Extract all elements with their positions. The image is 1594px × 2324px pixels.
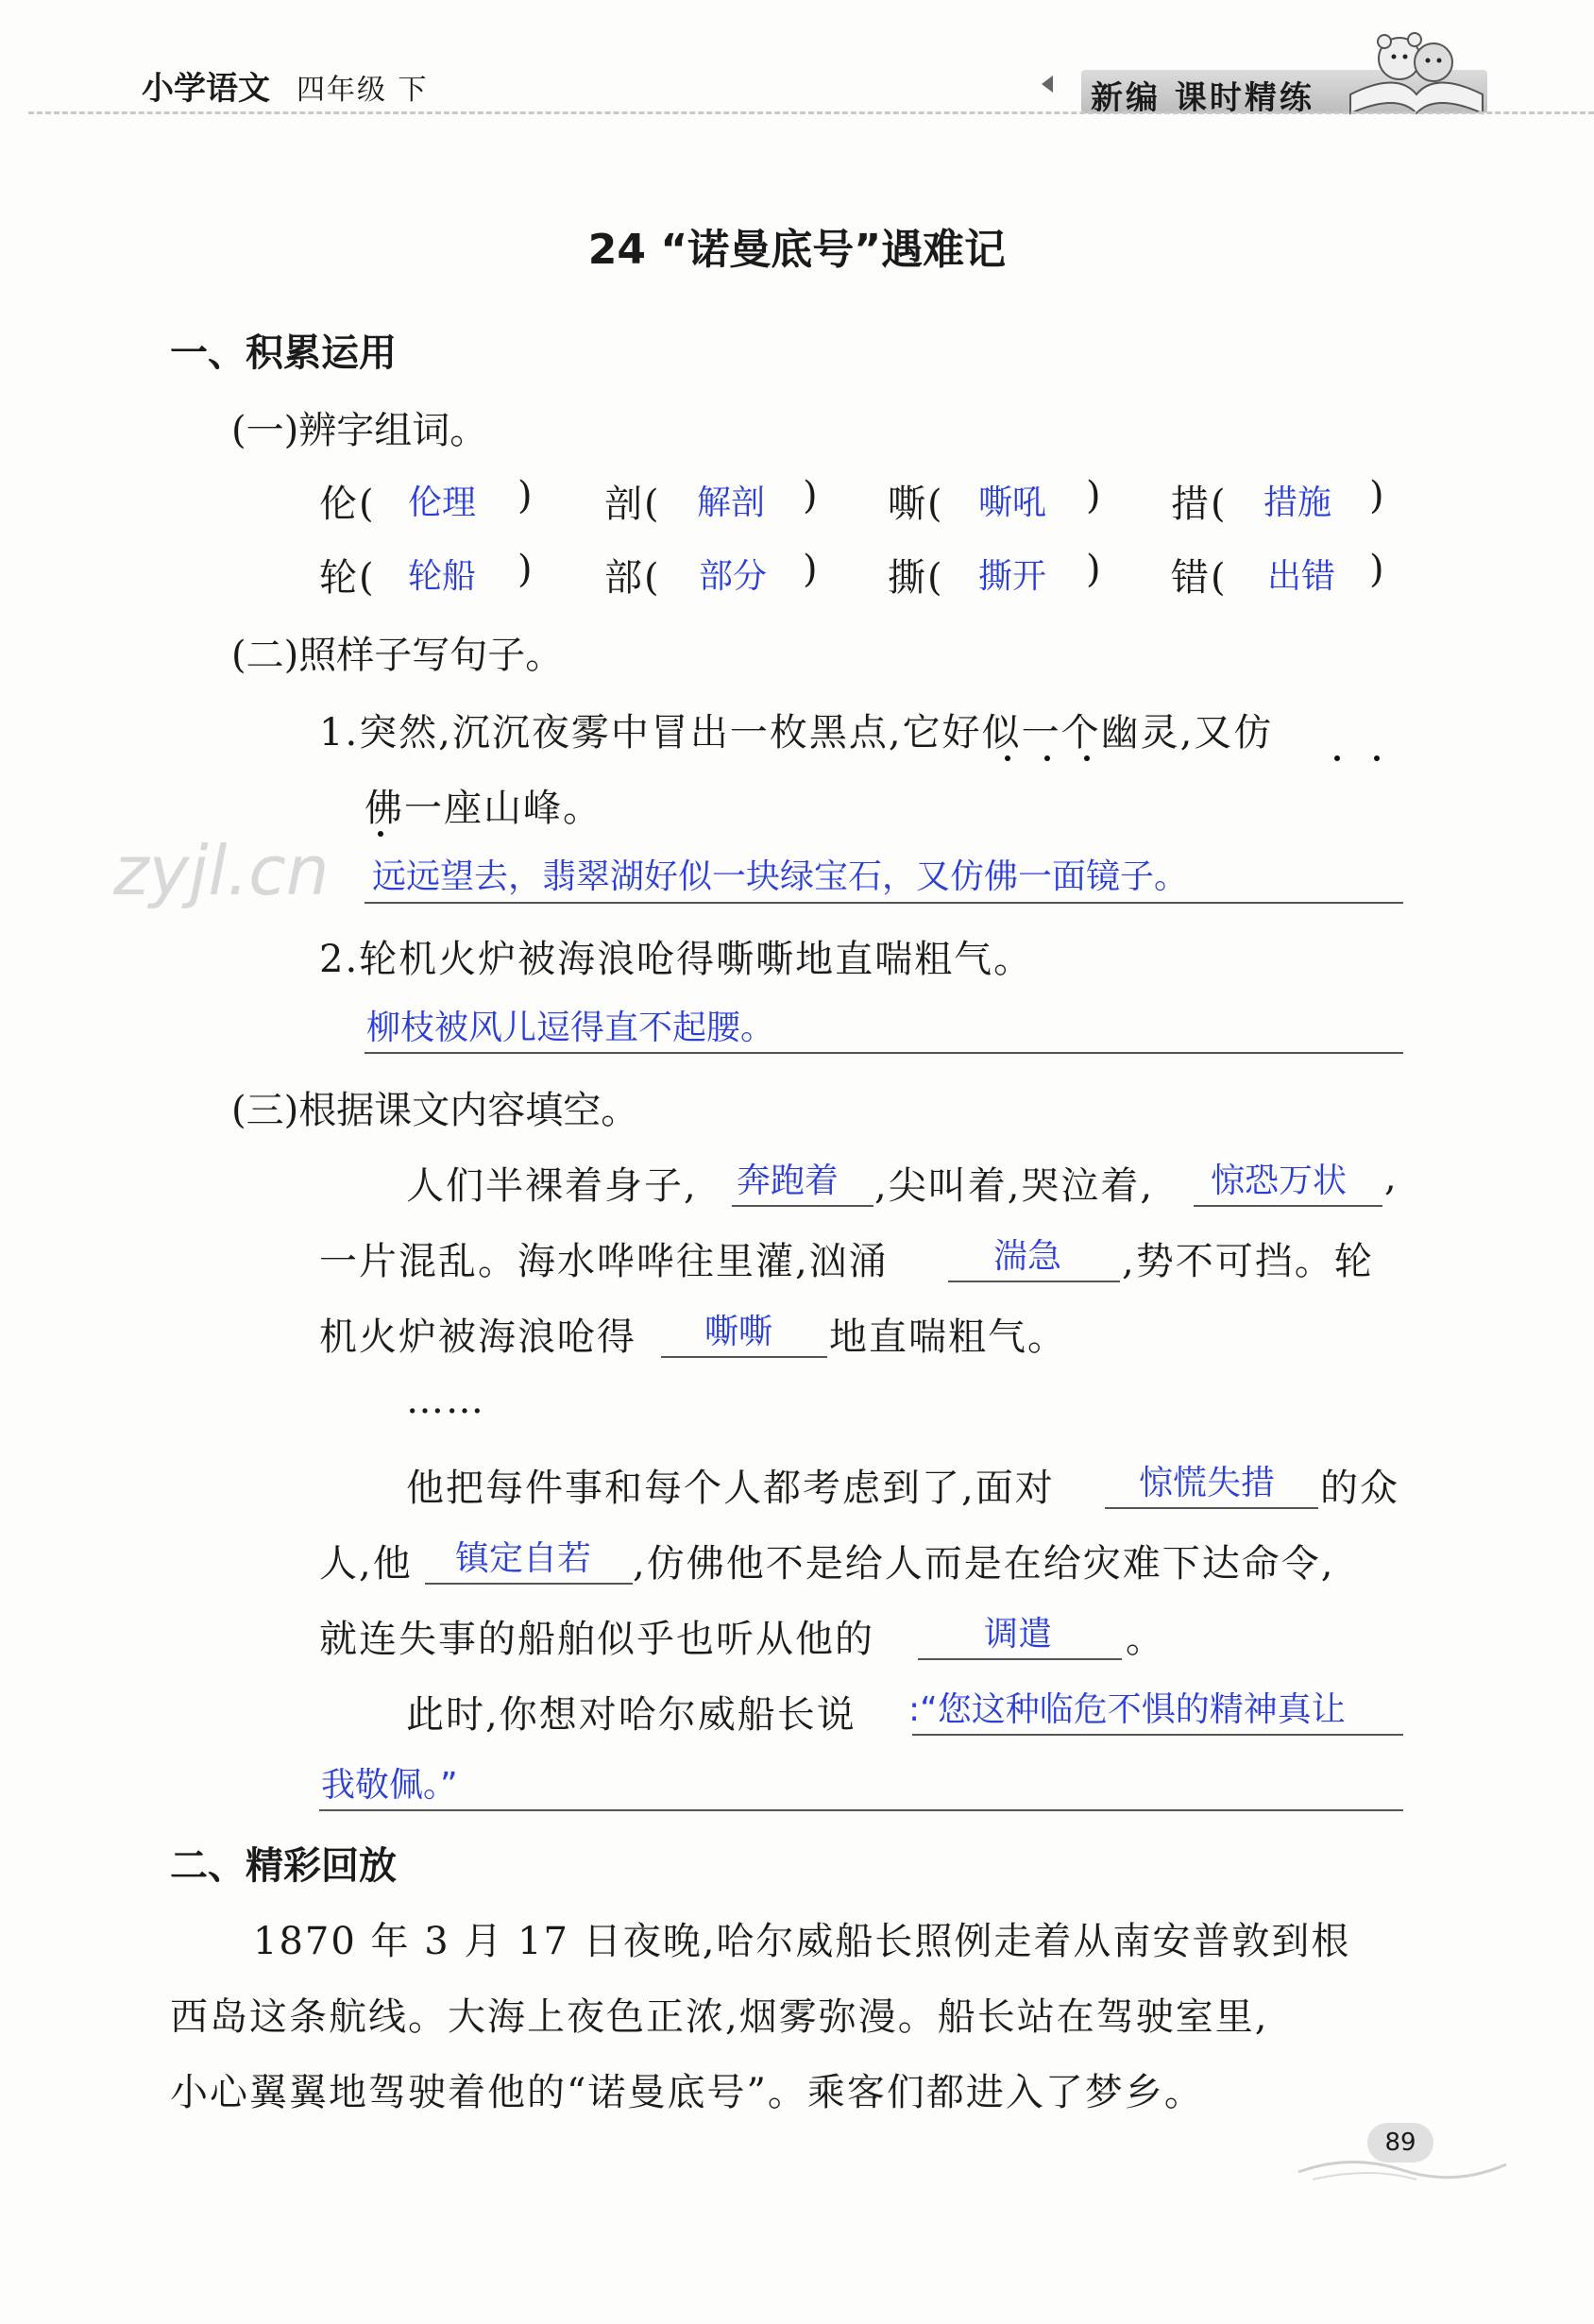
word-char: 剖( (604, 483, 661, 526)
word-answer: 伦理 (408, 483, 477, 522)
passage-text: 的众 (1320, 1467, 1399, 1510)
word-answer: 部分 (699, 557, 768, 596)
word-close: ) (1369, 548, 1386, 591)
part-label-1: (一)辨字组词。 (231, 409, 488, 452)
word-close: ) (1086, 474, 1103, 517)
fill-answer: 湍急 (993, 1237, 1062, 1276)
series-label: 新编 课时精练 (1091, 79, 1314, 117)
passage-text: 人,他 (319, 1542, 413, 1586)
fill-answer: :“您这种临危不惧的精神真让 (908, 1690, 1346, 1729)
word-char: 伦( (319, 483, 376, 526)
emphasis-dot (1334, 755, 1340, 761)
fill-blank-line (1194, 1205, 1382, 1207)
passage-text: ,仿佛他不是给人而是在给灾难下达命令, (633, 1542, 1335, 1586)
fill-blank-line (661, 1356, 827, 1358)
emphasis-dot (378, 831, 383, 837)
emphasis-dot (1374, 755, 1380, 761)
fill-blank-line (319, 1809, 1403, 1811)
passage-text: 地直喘粗气。 (829, 1315, 1067, 1359)
part-label-2: (二)照样子写句子。 (231, 634, 564, 677)
word-close: ) (517, 474, 534, 517)
fill-answer: 惊慌失措 (1139, 1464, 1276, 1502)
fill-answer: 我敬佩。” (321, 1766, 458, 1805)
word-char: 撕( (888, 556, 944, 600)
answer-sentence-1: 远远望去，翡翠湖好似一块绿宝石，又仿佛一面镜子。 (372, 857, 1189, 896)
book-bear-icon (1341, 19, 1492, 123)
word-answer: 轮船 (408, 557, 477, 596)
emphasis-dot (1084, 755, 1090, 761)
fill-blank-line (918, 1658, 1122, 1660)
word-answer: 出错 (1267, 557, 1336, 596)
fill-blank-line (425, 1583, 633, 1585)
passage-text: 他把每件事和每个人都考虑到了,面对 (406, 1467, 1055, 1510)
answer-line (365, 1052, 1403, 1054)
subject-label: 小学语文 (142, 70, 270, 108)
example-sentence-1: 1.突然,沉沉夜雾中冒出一枚黑点,它好似一个幽灵,又仿 (319, 711, 1274, 755)
fill-blank-line (948, 1281, 1120, 1282)
word-close: ) (803, 474, 820, 517)
example-sentence-2: 2.轮机火炉被海浪呛得嘶嘶地直喘粗气。 (319, 938, 1034, 981)
word-answer: 撕开 (978, 557, 1047, 596)
word-char: 嘶( (888, 483, 944, 526)
passage-text: 。 (1126, 1618, 1165, 1661)
word-answer: 嘶吼 (978, 483, 1047, 522)
fill-answer: 惊恐万状 (1211, 1162, 1348, 1200)
word-answer: 措施 (1263, 483, 1332, 522)
watermark: zyjl.cn (113, 831, 330, 910)
word-close: ) (803, 548, 820, 591)
example-sentence-1-cont: 佛一座山峰。 (365, 787, 602, 830)
fill-blank-line (732, 1205, 873, 1207)
part-label-3: (三)根据课文内容填空。 (231, 1089, 639, 1132)
word-char: 轮( (319, 556, 376, 600)
lesson-title: 24 “诺曼底号”遇难记 (587, 226, 1007, 274)
passage-text: 人们半裸着身子, (406, 1164, 698, 1208)
passage-line: 1870 年 3 月 17 日夜晚,哈尔威船长照例走着从南安普敦到根 (253, 1920, 1351, 1963)
fill-blank-line (1105, 1507, 1318, 1509)
word-answer: 解剖 (697, 483, 766, 522)
header-subject (142, 62, 429, 109)
fill-answer: 奔跑着 (737, 1162, 839, 1200)
left-arrow-icon (1042, 76, 1053, 93)
section-heading-1: 一、积累运用 (170, 331, 397, 375)
word-char: 错( (1171, 556, 1228, 600)
emphasis-dot (1005, 755, 1010, 761)
passage-text: , (1384, 1156, 1399, 1199)
fill-answer: 嘶嘶 (704, 1313, 773, 1351)
header-divider (28, 111, 1594, 114)
word-close: ) (1369, 474, 1386, 517)
passage-text: ,尖叫着,哭泣着, (874, 1164, 1155, 1208)
passage-line: 小心翼翼地驾驶着他的“诺曼底号”。乘客们都进入了梦乡。 (170, 2071, 1204, 2114)
passage-text: 一片混乱。海水哗哗往里灌,汹涌 (319, 1240, 889, 1283)
page-number: 89 (1367, 2123, 1433, 2163)
emphasis-dot (1044, 755, 1050, 761)
ellipsis: …… (406, 1379, 485, 1422)
section-heading-2: 二、精彩回放 (170, 1844, 397, 1888)
fill-answer: 调遣 (984, 1615, 1053, 1654)
answer-line (365, 902, 1403, 904)
passage-text: 机火炉被海浪呛得 (319, 1315, 636, 1359)
word-close: ) (517, 548, 534, 591)
fill-answer: 镇定自若 (455, 1539, 592, 1578)
word-char: 措( (1171, 483, 1228, 526)
word-close: ) (1086, 548, 1103, 591)
grade-label: 四年级 下 (297, 74, 429, 107)
answer-sentence-2: 柳枝被风儿逗得直不起腰。 (366, 1009, 775, 1047)
fill-blank-line (912, 1734, 1403, 1736)
passage-text: 就连失事的船舶似乎也听从他的 (319, 1618, 874, 1661)
passage-text: ,势不可挡。轮 (1122, 1240, 1374, 1283)
passage-text: 此时,你想对哈尔威船长说 (406, 1693, 856, 1737)
passage-line: 西岛这条航线。大海上夜色正浓,烟雾弥漫。船长站在驾驶室里, (170, 1995, 1269, 2039)
word-char: 部( (604, 556, 661, 600)
